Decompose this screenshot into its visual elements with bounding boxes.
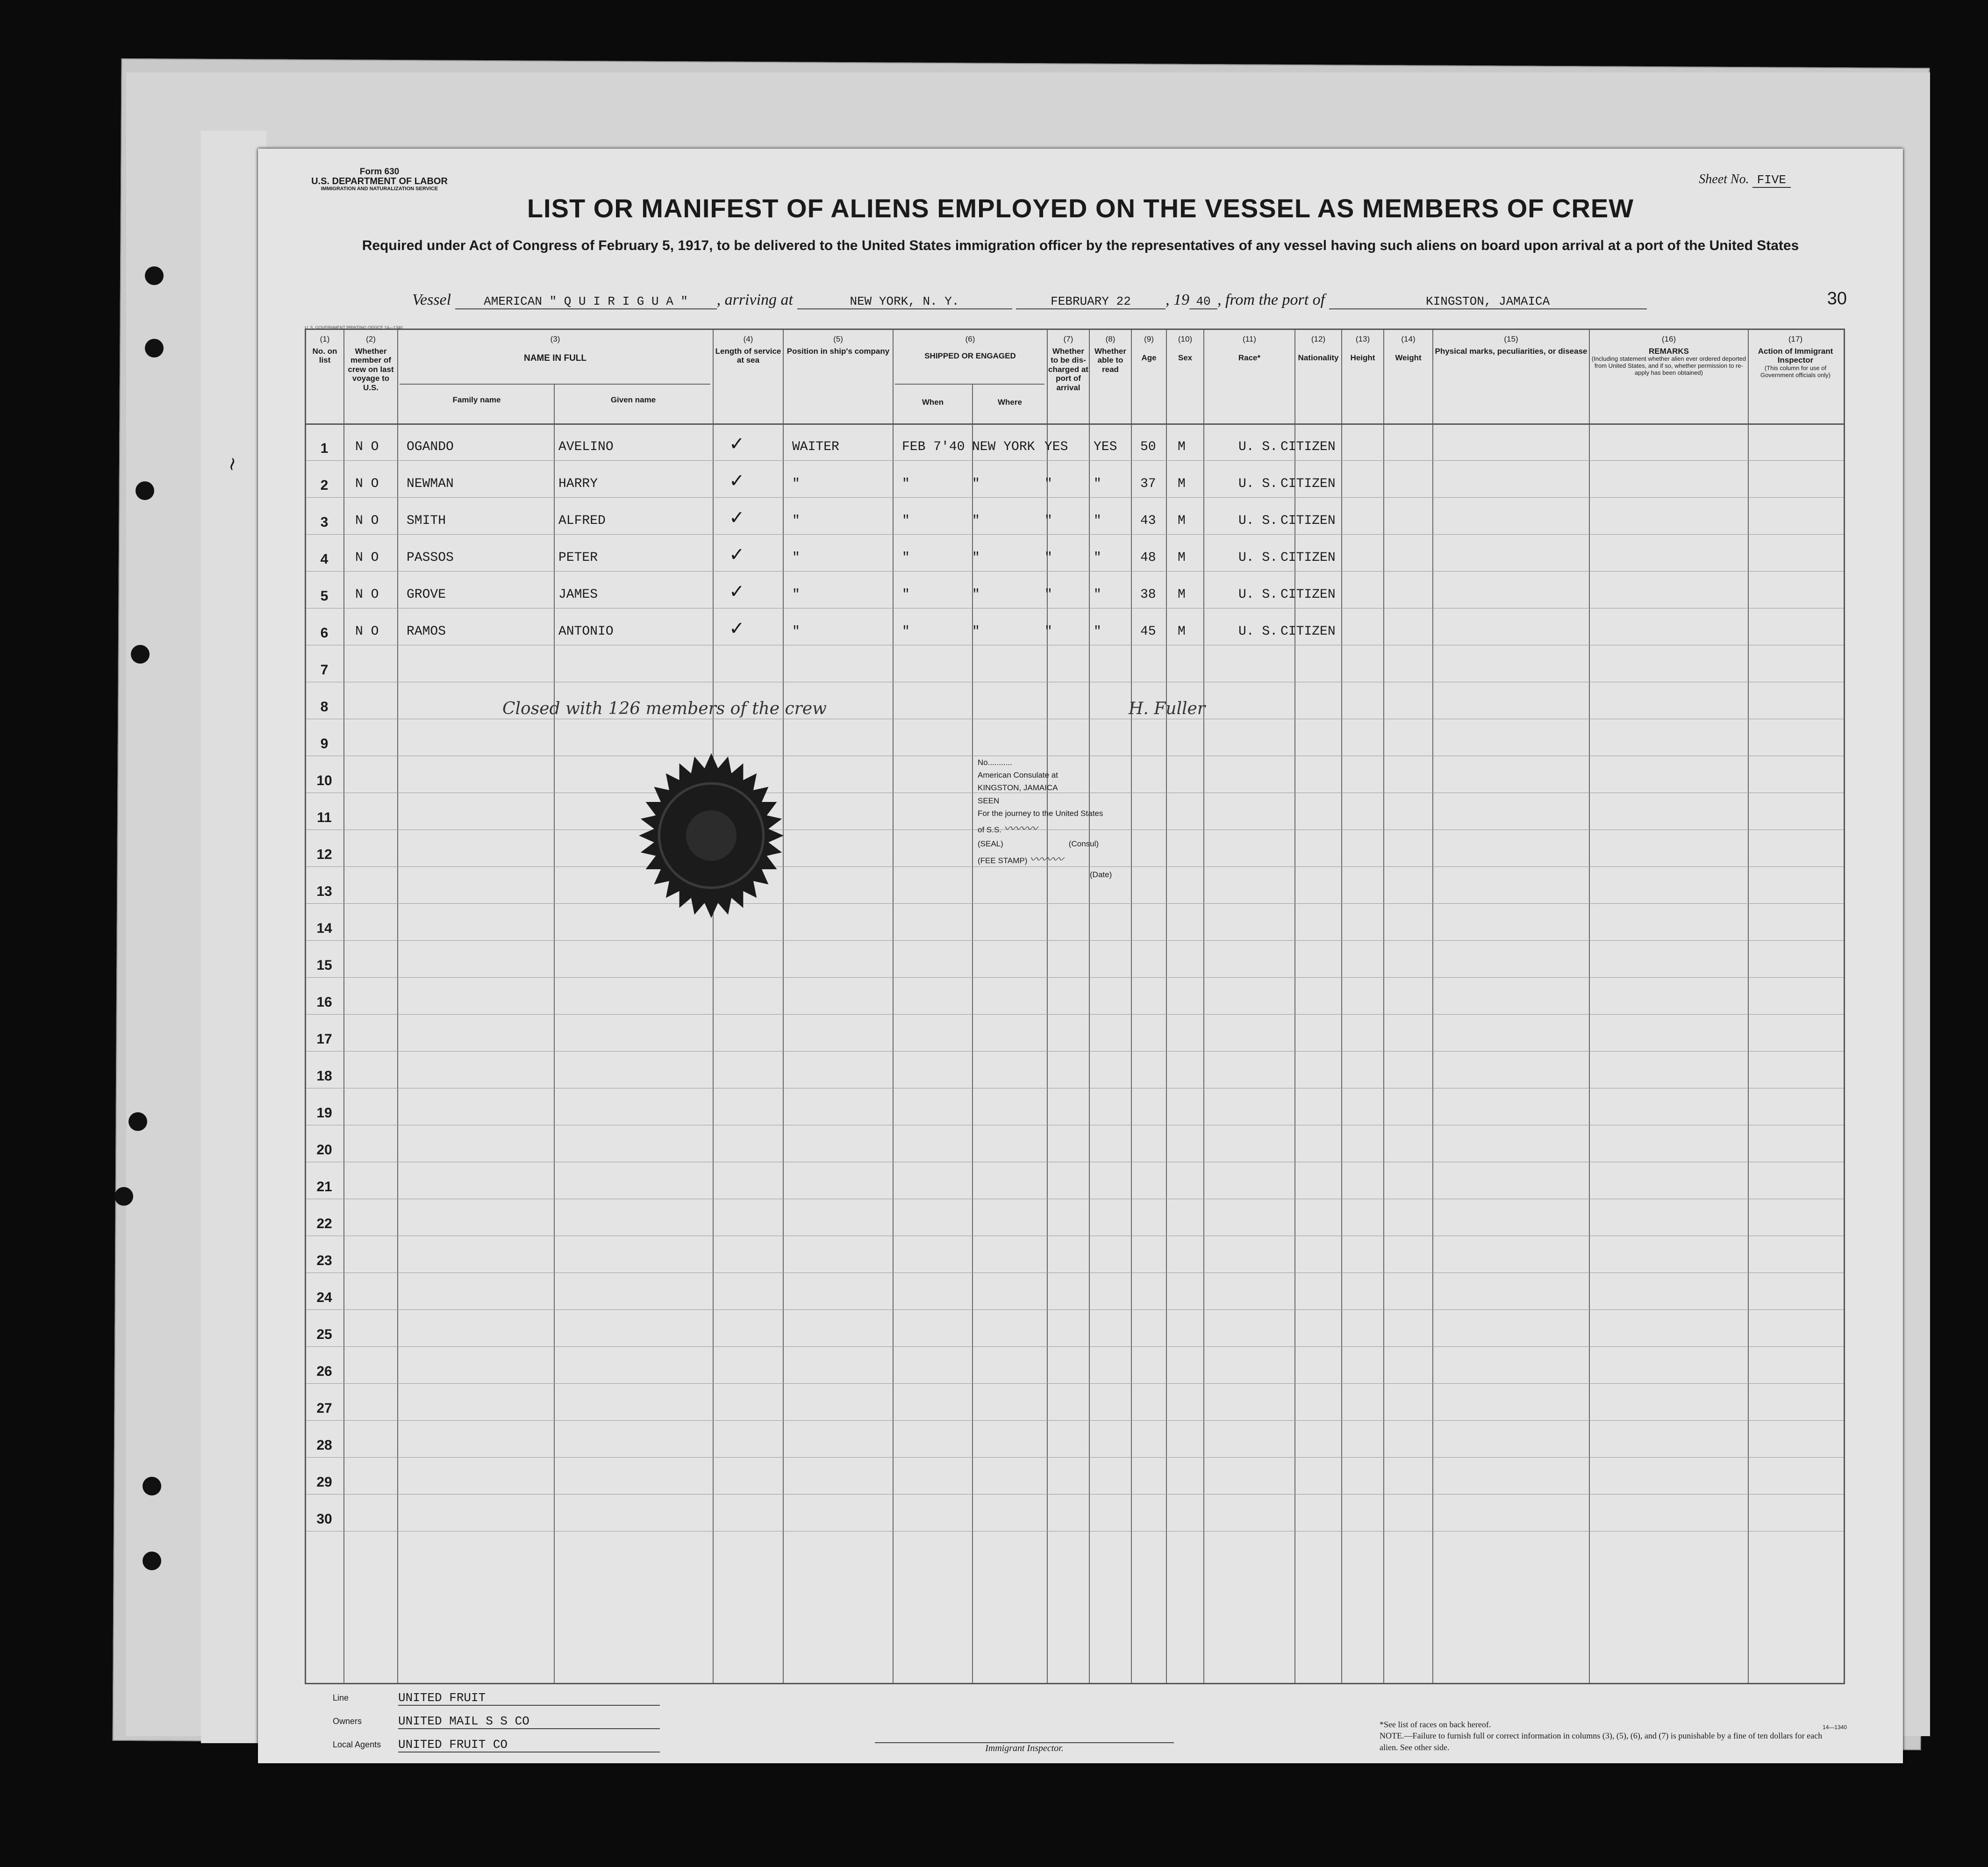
column-rule [1166,330,1167,1683]
cell-age: 50 [1140,440,1156,454]
row-number: 4 [320,551,329,567]
row-number: 12 [316,847,332,862]
crew-table [305,329,1845,1684]
cell-sex: M [1178,624,1186,639]
row-rule [306,977,1844,978]
cell-race: U. S. [1238,514,1278,528]
row-rule [306,1051,1844,1052]
cell-when: " [902,514,910,528]
header-age: (9) Age [1141,335,1157,362]
form-identifier [309,167,450,192]
header-inspector-action: (17) Action of Immigrant Inspector (This column for use of Government officials only) [1758,335,1833,379]
cell-read: " [1094,587,1101,602]
header-physical-marks: (15) Physical marks, peculiarities, or disease [1435,335,1588,356]
cell-nationality: CITIZEN [1280,477,1336,491]
cell-age: 37 [1140,477,1156,491]
cell-last-voyage: N O [355,551,379,565]
sheet-number-label: Sheet No. [1699,172,1749,186]
column-rule [343,330,344,1683]
cell-when: " [902,477,910,491]
column-rule [972,384,973,1683]
margin-scribble: ~ [220,454,244,474]
cell-when: " [902,624,910,639]
row-rule [306,1457,1844,1458]
cell-when: " [902,587,910,602]
cell-where: " [972,514,980,528]
binder-hole [114,1187,133,1206]
seal-eagle [686,810,737,861]
cell-sex: M [1178,587,1186,602]
row-number: 1 [320,441,329,456]
cell-given: ALFRED [558,514,606,528]
row-number: 5 [320,588,329,604]
cell-when: FEB 7'40 [902,440,965,454]
cell-sex: M [1178,514,1186,528]
departure-port: KINGSTON, JAMAICA [1329,294,1647,309]
service-name: IMMIGRATION AND NATURALIZATION SERVICE [321,186,438,192]
column-rule [1383,330,1384,1683]
cell-sex: M [1178,551,1186,565]
header-sex: (10) Sex [1178,335,1193,362]
stamp-seal-line: (SEAL) (Consul) [978,839,1099,849]
cell-discharged: " [1044,477,1052,491]
cell-where: " [972,624,980,639]
header-discharged: (7) Whether to be dis-charged at port of arrival [1048,335,1088,392]
printing-office-line: U. S. GOVERNMENT PRINTING OFFICE 14—1340 [305,325,403,330]
table-header [306,330,1844,425]
row-rule [306,940,1844,941]
inspector-signature-line: Immigrant Inspector. [875,1742,1174,1754]
owners-value: UNITED MAIL S S CO [398,1714,660,1729]
binder-hole [143,1477,161,1495]
header-given-name: Given name [610,395,656,404]
agents-value: UNITED FRUIT CO [398,1738,660,1753]
row-rule [306,1346,1844,1347]
row-rule [306,571,1844,572]
column-rule [713,330,714,1683]
cell-race: U. S. [1238,551,1278,565]
cell-nationality: CITIZEN [1280,514,1336,528]
penalty-note: NOTE.—Failure to furnish full or correct information in columns (3), (5), (6), and (7) is punishable by a fine of ten dollars for each alien. See other side. [1380,1731,1823,1752]
row-number: 25 [316,1327,332,1342]
cell-read: " [1094,551,1101,565]
arriving-label: , arriving at [716,291,793,308]
cell-position: WAITER [792,440,839,454]
vessel-name: AMERICAN " Q U I R I G U A " [455,294,717,309]
cell-given: PETER [558,551,598,565]
stamp-vessel: of S.S. 〰〰〰 [978,822,1037,835]
row-number: 2 [320,478,329,493]
agents-label: Local Agents [333,1740,381,1749]
row-number: 21 [316,1179,332,1195]
column-rule [1748,330,1749,1683]
header-position: (5) Position in ship's company [787,335,890,356]
cell-last-voyage: N O [355,514,379,528]
header-able-to-read: (8) Whether able to read [1094,335,1126,374]
cell-position: " [792,477,800,491]
header-weight: (14) Weight [1395,335,1422,362]
column-rule [554,384,555,1683]
cell-discharged: " [1044,551,1052,565]
arrival-port: NEW YORK, N. Y. [797,294,1012,309]
row-number: 26 [316,1364,332,1379]
header-length-of-service: (4) Length of service at sea [715,335,781,365]
column-rule [1432,330,1433,1683]
column-rule [397,330,398,1683]
column-rule [1341,330,1342,1683]
stamp-journey: For the journey to the United States [978,808,1103,818]
cell-nationality: CITIZEN [1280,624,1336,639]
binder-hole [145,339,164,358]
closing-note: Closed with 126 members of the crew [502,699,827,718]
row-number: 9 [320,736,329,751]
row-number: 13 [316,884,332,899]
row-rule [306,1014,1844,1015]
row-number: 30 [316,1511,332,1527]
cell-age: 45 [1140,624,1156,639]
manifest-sheet [258,149,1903,1763]
row-number: 7 [320,662,329,678]
column-rule [1131,330,1132,1683]
row-rule [306,1420,1844,1421]
cell-family: OGANDO [407,440,454,454]
cell-family: PASSOS [407,551,454,565]
row-number: 11 [317,810,332,825]
cell-discharged: YES [1044,440,1068,454]
cell-discharged: " [1044,587,1052,602]
service-check-mark: ✓ [729,581,745,602]
header-race: (11) Race* [1238,335,1261,362]
row-number: 24 [316,1290,332,1305]
stamp-number: No........... [978,758,1012,767]
cell-family: RAMOS [407,624,446,639]
line-label: Line [333,1693,349,1702]
row-rule [306,497,1844,498]
column-rule [1294,330,1295,1683]
arrival-year: 40 [1189,294,1217,309]
from-port-label: , from the port of [1217,291,1325,308]
cell-read: YES [1094,440,1117,454]
form-number: Form 630 [359,167,400,177]
cell-position: " [792,587,800,602]
cell-age: 38 [1140,587,1156,602]
print-code: 14—1340 [1822,1724,1847,1731]
header-remarks: (16) REMARKS (Including statement whether alien ever ordered deported from United States, and if so, whether permission to re-apply has been obtained) [1591,335,1746,376]
cell-position: " [792,624,800,639]
closing-initials: H. Fuller [1129,699,1205,718]
cell-family: NEWMAN [407,477,454,491]
arrival-date: FEBRUARY 22 [1016,294,1166,309]
row-number: 22 [316,1216,332,1231]
year-prefix: , 19 [1166,291,1189,308]
page-title: LIST OR MANIFEST OF ALIENS EMPLOYED ON THE VESSEL AS MEMBERS OF CREW [527,193,1634,223]
cell-age: 43 [1140,514,1156,528]
row-number: 27 [316,1401,332,1416]
cell-read: " [1094,477,1101,491]
race-footnote: *See list of races on back hereof. [1380,1720,1491,1729]
row-number: 10 [316,773,332,788]
binder-hole [145,266,164,285]
row-number: 29 [316,1474,332,1490]
row-number: 3 [320,515,329,530]
cell-sex: M [1178,477,1186,491]
page-number: 30 [1827,289,1847,308]
header-shipped-or-engaged: (6) SHIPPED OR ENGAGED [924,335,1016,360]
cell-race: U. S. [1238,477,1278,491]
stamp-date-label: (Date) [1090,870,1112,879]
row-number: 15 [316,958,332,973]
header-family-name: Family name [452,395,501,404]
row-number: 20 [316,1142,332,1158]
sheet-number-value: FIVE [1752,173,1791,188]
cell-nationality: CITIZEN [1280,551,1336,565]
cell-nationality: CITIZEN [1280,440,1336,454]
vessel-label: Vessel [412,291,451,308]
row-rule [306,534,1844,535]
cell-last-voyage: N O [355,477,379,491]
department-name: U.S. DEPARTMENT OF LABOR [311,176,448,186]
cell-given: JAMES [558,587,598,602]
cell-family: SMITH [407,514,446,528]
row-number: 17 [316,1031,332,1047]
service-check-mark: ✓ [729,470,745,492]
row-rule [306,1494,1844,1495]
service-check-mark: ✓ [729,544,745,565]
footer [258,1691,1903,1761]
column-rule [1089,330,1090,1683]
row-rule [306,1383,1844,1384]
service-check-mark: ✓ [729,507,745,529]
line-value: UNITED FRUIT [398,1691,660,1706]
page-subtitle: Required under Act of Congress of February 5, 1917, to be delivered to the United States immigration officer by the representatives of any vessel having such aliens on board upon arrival at a port of the United States [362,238,1799,253]
stamp-location: KINGSTON, JAMAICA [978,783,1058,793]
consulate-stamp [978,756,1179,910]
cell-read: " [1094,624,1101,639]
stamp-consulate: American Consulate at [978,771,1058,780]
cell-where: " [972,477,980,491]
cell-nationality: CITIZEN [1280,587,1336,602]
cell-last-voyage: N O [355,587,379,602]
row-number: 16 [316,994,332,1010]
cell-race: U. S. [1238,440,1278,454]
row-number: 23 [316,1253,332,1268]
cell-race: U. S. [1238,587,1278,602]
header-name-in-full: (3) NAME IN FULL [523,335,587,363]
cell-last-voyage: N O [355,624,379,639]
cell-last-voyage: N O [355,440,379,454]
row-number: 6 [320,625,329,641]
column-rule [1589,330,1590,1683]
row-number: 28 [316,1438,332,1453]
cell-family: GROVE [407,587,446,602]
cell-where: " [972,587,980,602]
cell-discharged: " [1044,624,1052,639]
column-rule [893,330,894,1683]
header-height: (13) Height [1350,335,1375,362]
cell-discharged: " [1044,514,1052,528]
stamp-seen: SEEN [978,796,1000,805]
column-rule [1203,330,1204,1683]
cell-given: HARRY [558,477,598,491]
cell-age: 48 [1140,551,1156,565]
header-when: When [922,398,944,407]
cell-position: " [792,551,800,565]
row-number: 18 [316,1068,332,1084]
binder-hole [143,1552,161,1570]
cell-position: " [792,514,800,528]
cell-where: " [972,551,980,565]
row-number: 8 [320,699,329,715]
binding-strip [201,131,266,1743]
header-nationality: (12) Nationality [1298,335,1339,362]
stamp-fee-line: (FEE STAMP) 〰〰〰 [978,852,1064,866]
service-check-mark: ✓ [729,618,745,639]
column-rule [783,330,784,1683]
header-where: Where [998,398,1022,407]
cell-when: " [902,551,910,565]
cell-sex: M [1178,440,1186,454]
cell-where: NEW YORK [972,440,1035,454]
service-check-mark: ✓ [729,433,745,455]
vessel-line [412,291,1730,309]
row-rule [306,1309,1844,1310]
header-no-on-list: (1) No. on list [312,335,337,365]
cell-given: ANTONIO [558,624,614,639]
cell-read: " [1094,514,1101,528]
embossed-seal [627,751,795,920]
cell-race: U. S. [1238,624,1278,639]
sheet-number [1699,172,1791,187]
footnote [1380,1719,1828,1753]
header-last-voyage: (2) Whether member of crew on last voyage to U.S. [348,335,394,392]
binder-hole [131,645,150,664]
owners-label: Owners [333,1717,362,1726]
binder-hole [136,481,154,500]
cell-given: AVELINO [558,440,614,454]
row-number: 19 [316,1105,332,1121]
binder-hole [129,1112,147,1131]
row-number: 14 [316,921,332,936]
column-rule [1047,330,1048,1683]
row-rule [306,460,1844,461]
